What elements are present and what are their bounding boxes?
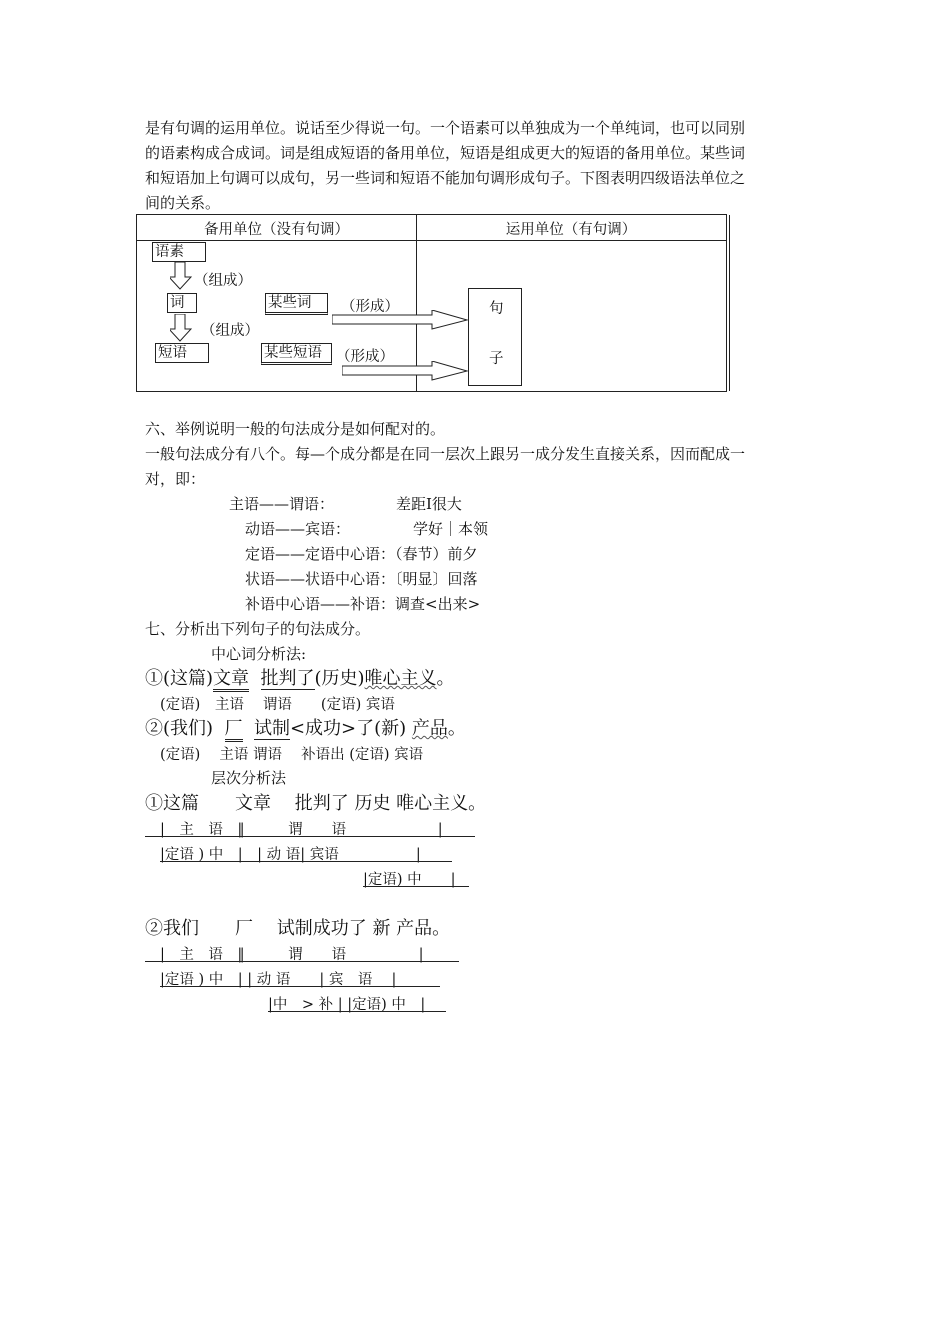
layer-1-row-3: |定语) 中 | (363, 872, 456, 888)
sentence-1 (145, 664, 455, 690)
sentence-1-attr2: (历史) (314, 668, 365, 689)
down-arrow-icon (170, 314, 192, 342)
layer-2-row-3: |中 > 补 | |定语) 中 | (268, 997, 426, 1013)
compose-label-1: （组成） (194, 273, 252, 289)
sentence-2-object: 产品 (411, 718, 448, 739)
sentence-char-1: 句 (489, 301, 504, 317)
layer-sentence-1: ①这篇 文章 批判了 历史 唯心主义。 (145, 793, 487, 814)
intro-line-3: 和短语加上句调可以成句，另一些词和短语不能加句调形成句子。下图表明四级语法单位之 (145, 169, 746, 187)
right-arrow-icon (342, 361, 470, 381)
intro-line-2: 的语素构成合成词。词是组成短语的备用单位，短语是组成更大的短语的备用单位。某些词 (145, 144, 746, 162)
sentence-1-labels: (定语) 主语 谓语 (定语) 宾语 (160, 697, 395, 713)
sentence-1-object: 唯心主义 (364, 668, 437, 689)
form-label-2: （形成） (336, 349, 394, 365)
intro-line-1: 是有句调的运用单位。说话至少得说一句。一个语素可以单独成为一个单纯词，也可以同别 (145, 119, 746, 137)
sentence-2-number: ② (145, 718, 163, 739)
layer-2-row-1: | 主 语 ‖ 谓 语 | (160, 947, 424, 963)
pair-attributive: 定语——定语中心语：（春节）前夕 (245, 545, 478, 563)
sentence-box (468, 288, 522, 386)
section6-title: 六、举例说明一般的句法成分是如何配对的。 (145, 420, 446, 438)
sentence-2-end: 。 (447, 718, 466, 739)
layer-2-line-3 (268, 1011, 446, 1012)
pair-verb-object: 动语——宾语： (245, 520, 351, 538)
section6-body-2: 对，即： (145, 470, 206, 488)
down-arrow-icon (170, 262, 192, 290)
layer-1-row-1: | 主 语 ‖ 谓 语 | (160, 822, 443, 838)
sentence-1-attr: (这篇) (163, 668, 214, 689)
sentence-char-2: 子 (489, 351, 504, 367)
sentence-1-predicate: 批判了 (260, 668, 315, 689)
pair-complement: 补语中心语——补语：调查<出来> (245, 595, 481, 613)
some-phrases-box: 某些短语 (261, 343, 332, 365)
phrase-box: 短语 (155, 343, 209, 363)
layer-1-line-2 (160, 861, 452, 862)
layer-2-line-1 (145, 961, 459, 962)
some-words-box: 某些词 (265, 293, 328, 315)
sentence-2-predicate: 试制 (253, 718, 290, 739)
layer-1-line-1 (145, 836, 475, 837)
sentence-1-subject: 文章 (213, 668, 249, 692)
header-usage-units: 运用单位（有句调） (505, 222, 637, 238)
section6-body-1: 一般句法成分有八个。每—个成分都是在同一层次上跟另一成分发生直接关系，因而配成一 (145, 445, 746, 463)
compose-label-2: （组成） (201, 323, 259, 339)
pair-example-1: 差距Ⅰ很大 (396, 495, 462, 513)
word-box: 词 (167, 293, 197, 313)
intro-line-4: 间的关系。 (145, 194, 221, 212)
right-arrow-icon (332, 310, 470, 330)
sentence-2-subject: 厂 (225, 718, 243, 742)
sentence-2-complement: <成功>了(新) (289, 718, 407, 739)
sentence-1-number: ① (145, 668, 163, 689)
method-layer-analysis: 层次分析法 (211, 769, 287, 787)
pair-subject-predicate: 主语——谓语： (229, 495, 335, 513)
header-reserve-units: 备用单位（没有句调） (204, 222, 349, 238)
layer-1-line-3 (363, 886, 469, 887)
layer-2-line-2 (160, 986, 440, 987)
pair-example-2: 学好｜本领 (413, 520, 489, 538)
morpheme-box: 语素 (152, 242, 206, 262)
sentence-1-end: 。 (436, 668, 455, 689)
sentence-2-attr: (我们) (163, 718, 214, 739)
method-central-word: 中心词分析法: (211, 645, 307, 663)
layer-2-row-2: |定语 ) 中 | | 动 语 | 宾 语 | (160, 972, 397, 988)
sentence-2 (145, 714, 466, 740)
form-label-1: （形成） (341, 299, 399, 315)
section7-title: 七、分析出下列句子的句法成分。 (145, 620, 371, 638)
pair-adverbial: 状语——状语中心语：〔明显〕回落 (245, 570, 478, 588)
sentence-2-labels: (定语) 主语 谓语 补语出 (定语) 宾语 (160, 747, 424, 763)
layer-sentence-2: ②我们 厂 试制成功了 新 产品。 (145, 918, 451, 939)
layer-1-row-2: |定语 ) 中 | | 动 语| 宾语 | (160, 847, 421, 863)
